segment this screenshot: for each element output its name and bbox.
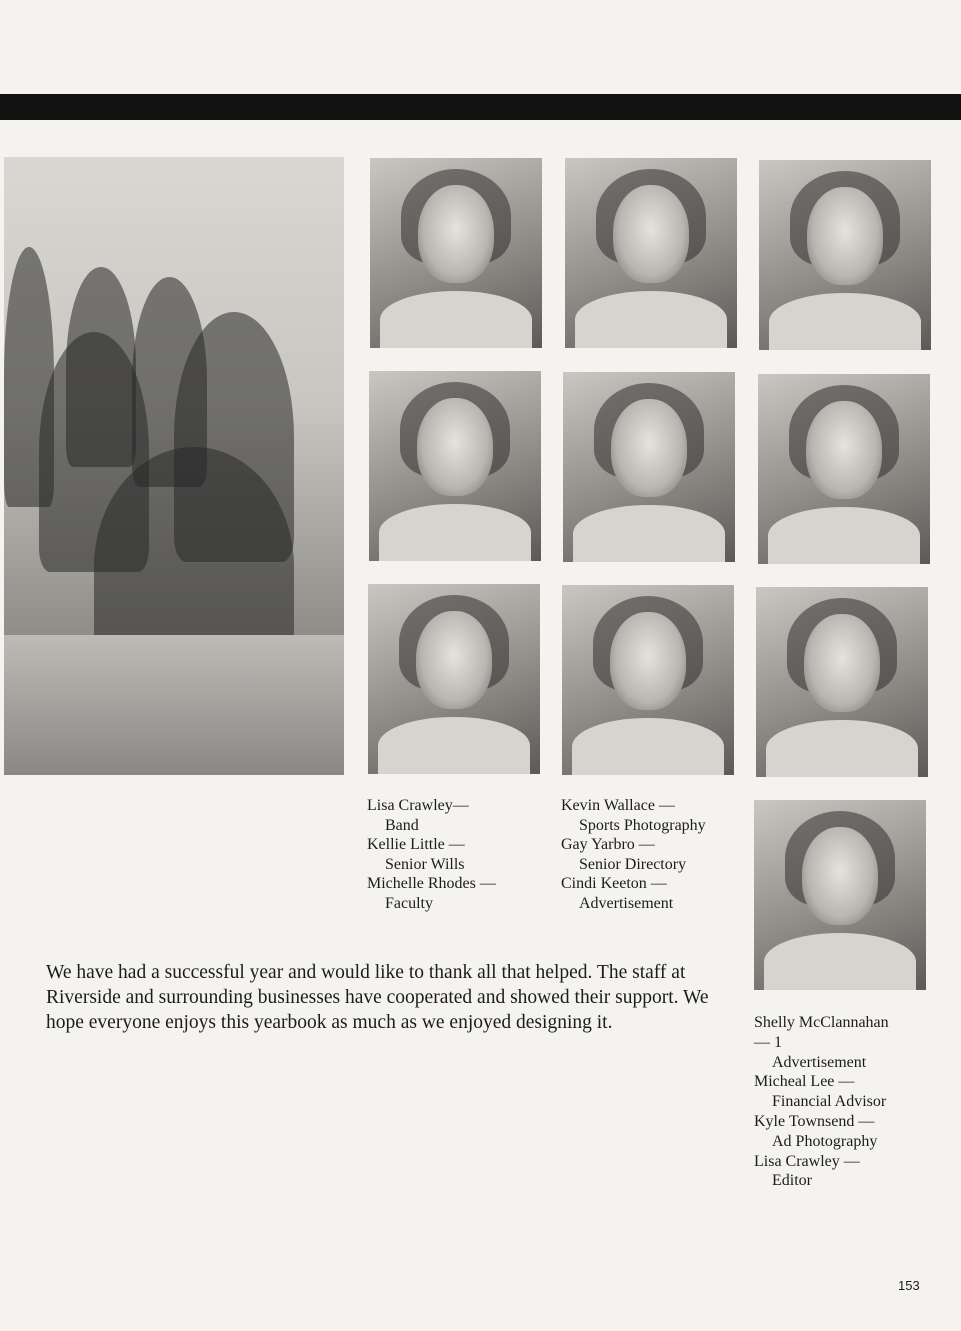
caption-name: Cindi Keeton — [561,875,667,892]
group-photo [4,157,344,775]
caption-role: Sports Photography [579,816,706,834]
caption-role: — 1 [754,1033,782,1051]
portrait-photo [759,160,931,350]
portrait-photo [754,800,926,990]
caption-middle [561,796,706,913]
caption-name: Kyle Townsend — [754,1112,875,1130]
caption-entry [754,1152,889,1192]
caption-entry [561,835,706,874]
header-rule [0,94,961,120]
portrait-photo [370,158,542,348]
caption-right [754,1013,889,1191]
portrait-photo [756,587,928,777]
caption-role: Faculty [385,894,433,912]
caption-name: Michelle Rhodes — [367,875,496,892]
portrait-photo [758,374,930,564]
caption-role: Band [385,816,419,834]
caption-role: Financial Advisor [772,1093,887,1111]
portrait-photo [369,371,541,561]
caption-name: Micheal Lee — [754,1073,855,1091]
caption-entry [754,1072,889,1112]
caption-name: Gay Yarbro — [561,836,655,853]
caption-name: Lisa Crawley — [754,1152,860,1170]
portrait-photo [368,584,540,774]
caption-entry [561,874,706,913]
portrait-photo [563,372,735,562]
caption-entry [367,835,496,874]
caption-name: Kellie Little — [367,836,465,853]
caption-entry [754,1013,889,1053]
caption-role: Senior Directory [579,855,687,873]
caption-entry [754,1053,889,1073]
caption-role: Editor [772,1172,812,1190]
caption-name: Lisa Crawley— [367,797,469,814]
caption-role: Advertisement [772,1053,867,1071]
caption-role: Advertisement [579,894,674,912]
portrait-photo [565,158,737,348]
caption-entry [367,796,496,835]
caption-entry [754,1112,889,1152]
caption-left [367,796,496,913]
caption-entry [561,796,706,835]
portrait-photo [562,585,734,775]
caption-entry [367,874,496,913]
caption-role: Ad Photography [772,1132,878,1150]
caption-role: Senior Wills [385,855,465,873]
caption-name: Kevin Wallace — [561,797,675,814]
page-number: 153 [898,1278,920,1293]
caption-name: Shelly McClannahan [754,1014,889,1031]
closing-paragraph: We have had a successful year and would like to thank all that helped. The staff at Riverside and surrounding businesses have cooperated and showed their support. We hope everyone enjoys this yearbook as much as we enjoyed designing it. [46,962,709,1033]
